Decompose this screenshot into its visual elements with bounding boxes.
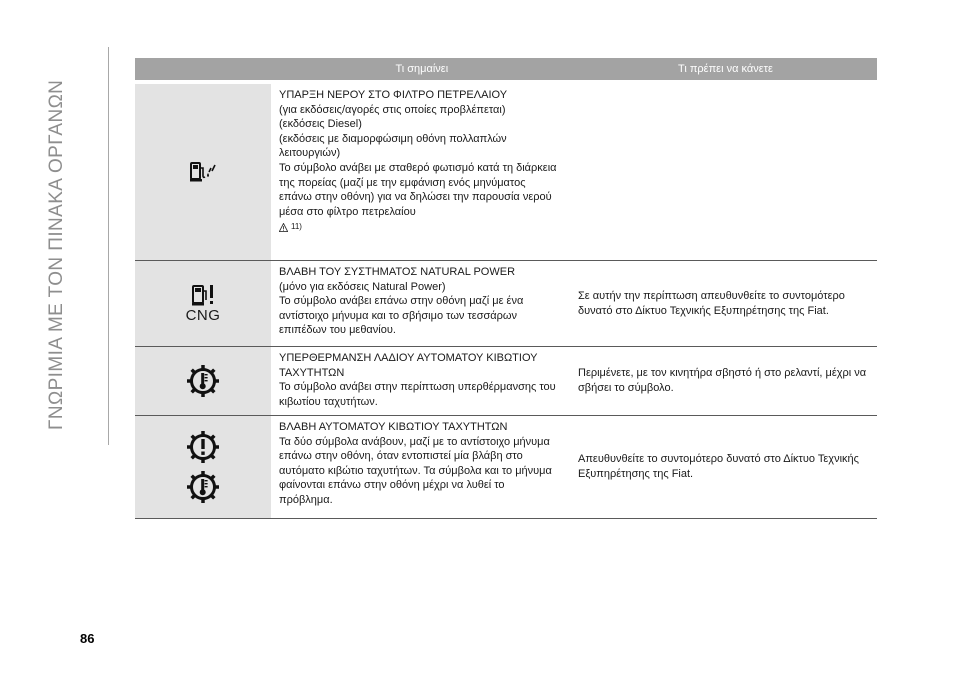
header-meaning: Τι σημαίνει [395,63,449,75]
chapter-title: ΓΝΩΡΙΜΙΑ ΜΕ ΤΟΝ ΠΙΝΑΚΑ ΟΡΓΑΝΩΝ [46,79,67,430]
icon-cell [135,84,271,260]
note-reference [279,220,559,235]
meaning-text: ΥΠΕΡΘΕΡΜΑΝΣΗ ΛΑΔΙΟΥ ΑΥΤΟΜΑΤΟΥ ΚΙΒΩΤΙΟΥ ΤΑΧΥΤΗΤΩΝ Το σύμβολο ανάβει στην περίπτωση υπερθέρμανσης του κιβωτίου ταχυτήτων. [279,352,556,408]
meaning-text: ΥΠΑΡΞΗ ΝΕΡΟΥ ΣΤΟ ΦΙΛΤΡΟ ΠΕΤΡΕΛΑΙΟΥ (για εκδόσεις/αγορές στις οποίες προβλέπεται) (εκδόσεις Diesel) (εκδόσεις με διαμορφώσιμη οθόνη πολλαπλών λειτουργιών) Το σύμβολο ανάβει με σταθερό φωτισμό κατά τη διάρκεια της πορείας (μαζί με την εμφάνιση ενός μηνύματος επάνω στην οθόνη) για να δηλώσει την παρουσία νερού μέσα στο φίλτρο πετρελαίου [279,89,557,218]
meaning-text: ΒΛΑΒΗ ΤΟΥ ΣΥΣΤΗΜΑΤΟΣ NATURAL POWER (μόνο για εκδόσεις Natural Power) Το σύμβολο ανάβει επάνω στην οθόνη μαζί με ένα αντίστοιχο μήνυμα και το σβήσιμο των τεσσάρων επιπέδων του μεθανίου. [279,266,524,337]
table-row [135,416,877,519]
icon-cell [135,261,271,346]
action-cell: Σε αυτήν την περίπτωση απευθυνθείτε το συντομότερο δυνατό στο Δίκτυο Τεχνικής Εξυπηρέτησης της Fiat. [578,289,845,317]
note-number: 11) [291,222,302,232]
header-action: Τι πρέπει να κάνετε [678,63,773,75]
page-number: 86 [80,631,95,646]
icon-cell [135,347,271,415]
gearbox-temperature-icon [185,363,221,399]
meaning-cell [271,347,564,415]
meaning-cell [271,84,564,260]
cng-label: CNG [185,307,221,324]
gearbox-fault-icon [185,429,221,465]
meaning-cell [271,416,564,518]
table-header [135,58,877,80]
meaning-cell [271,261,564,346]
header-icon-column [135,58,270,80]
action-cell: Περιμένετε, με τον κινητήρα σβηστό ή στο ρελαντί, μέχρι να σβήσει το σύμβολο. [578,367,867,394]
table-row [135,84,877,261]
table-row [135,261,877,347]
warning-note-icon [279,223,288,232]
action-cell [564,84,877,260]
icon-cell [135,416,271,518]
fuel-filter-water-icon [188,160,218,184]
meaning-text: ΒΛΑΒΗ ΑΥΤΟΜΑΤΟΥ ΚΙΒΩΤΙΟΥ ΤΑΧΥΤΗΤΩΝ Τα δύο σύμβολα ανάβουν, μαζί με το αντίστοιχο μήνυμα επάνω στην οθόνη, όταν εντοπιστεί μία βλάβη στο αυτόματο κιβώτιο ταχυτήτων. Τα σύμβολα και το μήνυμα φαίνονται επάνω στην οθόνη μέχρι να λυθεί το πρόβλημα. [279,421,552,506]
chapter-divider [108,47,109,445]
warning-lights-table [135,58,877,519]
gearbox-temperature-icon [185,469,221,505]
table-row [135,347,877,416]
action-cell: Απευθυνθείτε το συντομότερο δυνατό στο Δίκτυο Τεχνικής Εξυπηρέτησης της Fiat. [578,453,859,480]
fuel-exclamation-icon [188,283,218,307]
